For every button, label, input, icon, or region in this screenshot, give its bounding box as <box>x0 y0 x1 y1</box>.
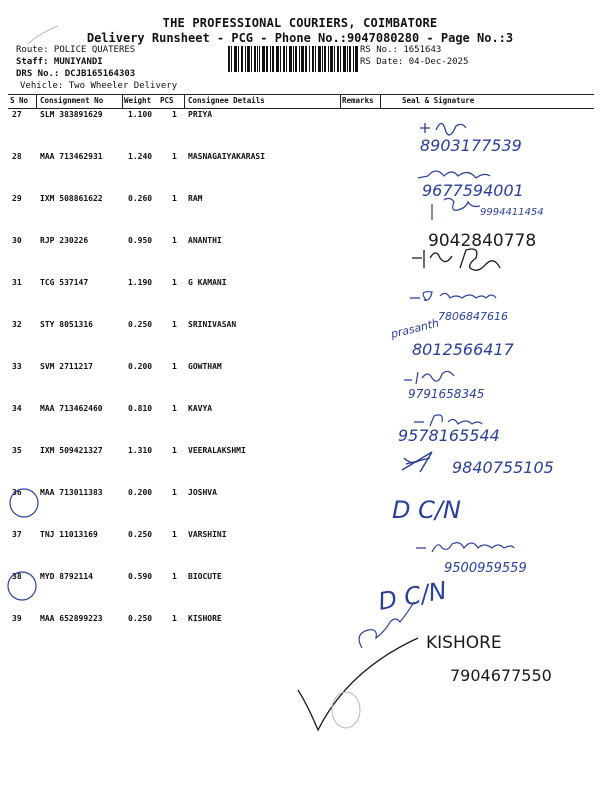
company-title: THE PROFESSIONAL COURIERS, COIMBATORE <box>162 16 438 30</box>
checkmark-icon <box>298 638 418 730</box>
col-remarks: Remarks <box>342 96 374 105</box>
route-label: Route: POLICE QUATERES <box>16 45 136 55</box>
row-consignment-no: MAA 713011383 <box>40 488 103 497</box>
row-consignee: GOWTHAM <box>188 362 222 371</box>
signature-mark <box>420 123 466 135</box>
row-sno: 33 <box>12 362 22 371</box>
row-consignee: PRIYA <box>188 110 213 119</box>
row-weight: 0.810 <box>128 404 153 413</box>
row-consignee: MASNAGAIYAKARASI <box>188 152 266 161</box>
handwritten-phone: 7806847616 <box>438 310 508 323</box>
row-consignee: RAM <box>188 194 203 203</box>
row-sno: 38 <box>12 572 22 581</box>
row-weight: 0.200 <box>128 362 153 371</box>
col-consignment: Consignment No <box>40 96 104 105</box>
row-pcs: 1 <box>172 278 177 287</box>
row-consignee: BIOCUTE <box>188 572 222 581</box>
row-pcs: 1 <box>172 614 177 623</box>
signature-mark <box>410 292 496 301</box>
row-consignee: G KAMANI <box>188 278 227 287</box>
row-sno: 28 <box>12 152 22 161</box>
row-consignee: KAVYA <box>188 404 213 413</box>
handwritten-name: prasanth <box>389 316 441 341</box>
signature-mark <box>402 452 432 472</box>
row-consignee: VARSHINI <box>188 530 227 539</box>
row-consignment-no: SLM 383891629 <box>40 110 103 119</box>
row-sno: 31 <box>12 278 22 287</box>
row-sno: 34 <box>12 404 22 413</box>
signature-mark <box>404 371 454 384</box>
row-pcs: 1 <box>172 152 177 161</box>
signature-mark <box>418 171 490 178</box>
handwritten-name: KISHORE <box>426 633 502 653</box>
row-consignment-no: TCG 537147 <box>40 278 89 287</box>
row-sno: 35 <box>12 446 22 455</box>
runsheet-subtitle: Delivery Runsheet - PCG - Phone No.:9047080280 - Page No.:3 <box>86 31 514 45</box>
row-weight: 0.200 <box>128 488 153 497</box>
row-consignee: SRINIVASAN <box>188 320 237 329</box>
row-weight: 0.250 <box>128 614 153 623</box>
row-weight: 1.100 <box>128 110 153 119</box>
row-consignee: JOSHVA <box>188 488 217 497</box>
row-pcs: 1 <box>172 446 177 455</box>
drs-number: DRS No.: DCJB165164303 <box>16 69 136 79</box>
row-consignee: KISHORE <box>188 614 222 623</box>
row-sno: 36 <box>12 488 22 497</box>
handwritten-phone: 9677594001 <box>422 181 524 200</box>
row-pcs: 1 <box>172 488 177 497</box>
signature-mark <box>414 415 482 426</box>
col-seal-signature: Seal & Signature <box>402 96 475 105</box>
vehicle-label: Vehicle: Two Wheeler Delivery <box>20 81 178 91</box>
staff-label: Staff: MUNIYANDI <box>16 57 103 67</box>
row-pcs: 1 <box>172 320 177 329</box>
row-pcs: 1 <box>172 404 177 413</box>
handwritten-phone: 9994411454 <box>480 207 544 218</box>
handwritten-phone: 9500959559 <box>444 561 527 576</box>
row-pcs: 1 <box>172 530 177 539</box>
row-consignment-no: IXM 509421327 <box>40 446 103 455</box>
row-consignment-no: SVM 2711217 <box>40 362 93 371</box>
row-weight: 1.190 <box>128 278 153 287</box>
handwritten-phone: 8012566417 <box>412 340 514 359</box>
row-pcs: 1 <box>172 572 177 581</box>
row-consignment-no: MAA 713462460 <box>40 404 103 413</box>
row-consignment-no: IXM 508861622 <box>40 194 103 203</box>
rs-date: RS Date: 04-Dec-2025 <box>360 57 469 67</box>
col-consignee: Consignee Details <box>188 96 265 105</box>
row-sno: 30 <box>12 236 22 245</box>
pen-mark <box>28 26 58 44</box>
row-weight: 0.260 <box>128 194 153 203</box>
row-consignment-no: RJP 230226 <box>40 236 89 245</box>
handwritten-phone: 9578165544 <box>398 426 500 445</box>
col-pcs: PCS <box>160 96 174 105</box>
col-weight: Weight <box>124 96 152 105</box>
row-consignee: ANANTHI <box>188 236 222 245</box>
row-weight: 0.950 <box>128 236 153 245</box>
handwritten-phone: 7904677550 <box>450 666 552 685</box>
handwritten-phone: 9042840778 <box>428 231 537 251</box>
signature-mark <box>412 249 500 270</box>
row-consignment-no: MYD 8792114 <box>40 572 93 581</box>
handwritten-phone: 8903177539 <box>420 136 522 155</box>
row-weight: 0.250 <box>128 320 153 329</box>
signature-mark <box>416 543 514 552</box>
row-consignment-no: MAA 652899223 <box>40 614 103 623</box>
row-consignment-no: TNJ 11013169 <box>40 530 98 539</box>
row-pcs: 1 <box>172 236 177 245</box>
row-weight: 0.250 <box>128 530 153 539</box>
row-weight: 1.240 <box>128 152 153 161</box>
col-sno: S No <box>10 96 29 105</box>
row-consignment-no: MAA 713462931 <box>40 152 103 161</box>
row-weight: 0.590 <box>128 572 153 581</box>
row-consignment-no: STY 8051316 <box>40 320 93 329</box>
row-sno: 27 <box>12 110 22 119</box>
row-sno: 29 <box>12 194 22 203</box>
signature-mark <box>432 198 480 220</box>
row-sno: 37 <box>12 530 22 539</box>
handwritten-note: D C/N <box>392 496 461 524</box>
row-sno: 32 <box>12 320 22 329</box>
handwritten-note: D C/N <box>376 576 449 616</box>
handwritten-phone: 9791658345 <box>408 387 485 401</box>
circle-mark <box>8 572 36 600</box>
rs-number: RS No.: 1651643 <box>360 45 442 55</box>
row-weight: 1.310 <box>128 446 153 455</box>
row-consignee: VEERALAKSHMI <box>188 446 246 455</box>
circle-mark <box>10 489 38 517</box>
row-pcs: 1 <box>172 194 177 203</box>
row-pcs: 1 <box>172 362 177 371</box>
row-pcs: 1 <box>172 110 177 119</box>
row-sno: 39 <box>12 614 22 623</box>
stamp-mark <box>332 692 360 728</box>
handwritten-phone: 9840755105 <box>452 458 554 477</box>
